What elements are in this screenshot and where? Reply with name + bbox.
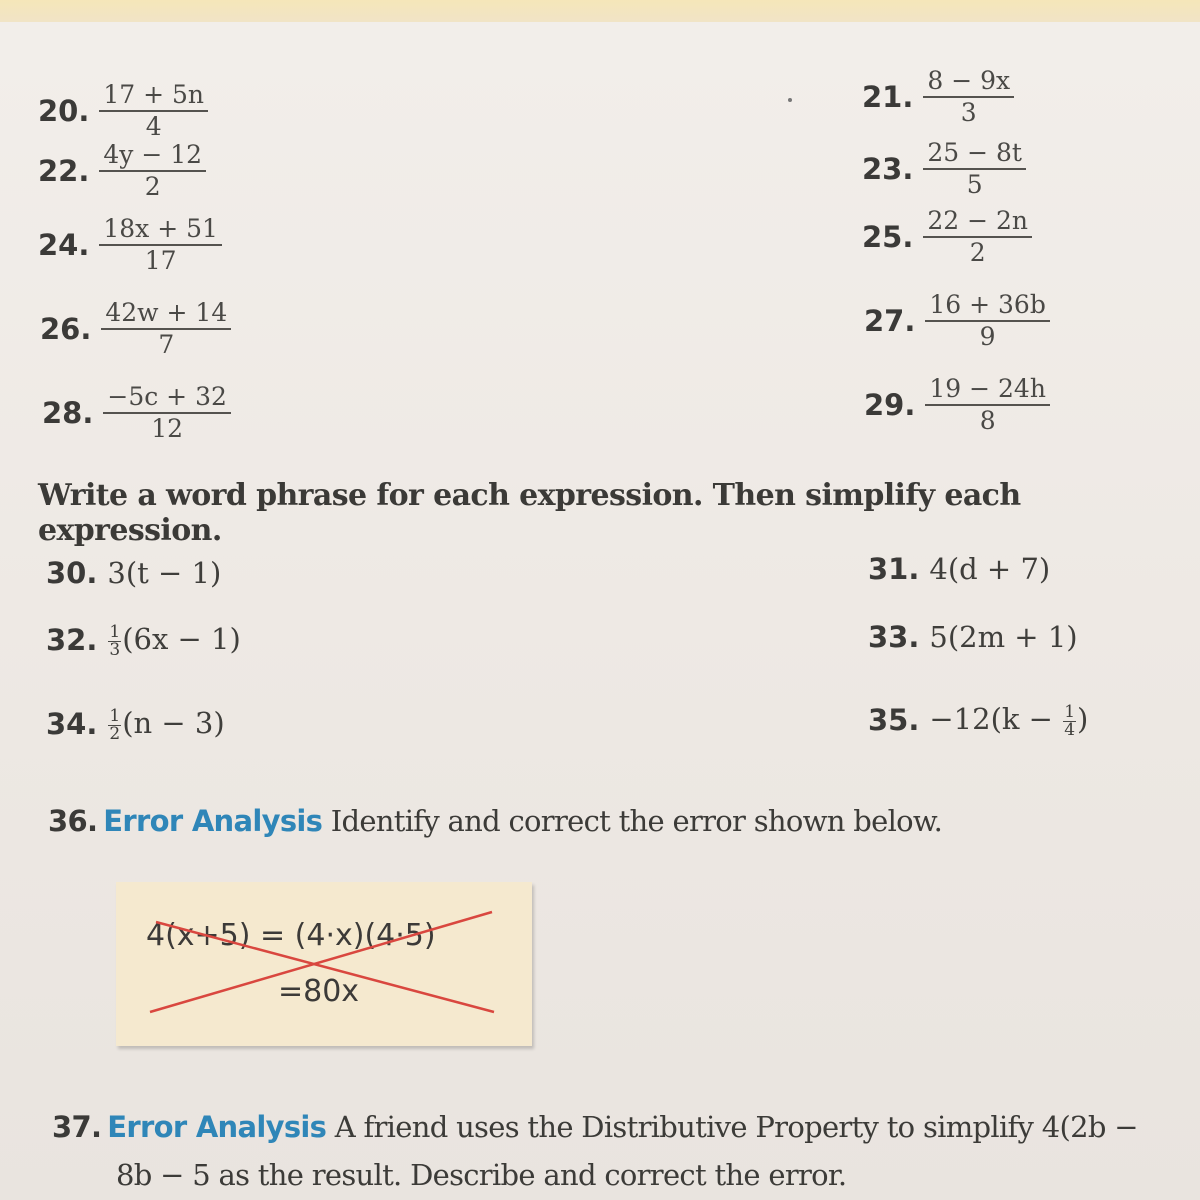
exercise-number: 24.	[38, 228, 90, 263]
exercise-27	[864, 292, 1050, 351]
question-36	[48, 804, 942, 838]
coefficient-numerator: 1	[109, 705, 121, 726]
fraction	[103, 384, 231, 443]
exercise-number: 31.	[868, 552, 920, 586]
expression-rest: (6x − 1)	[122, 622, 241, 656]
exercise-number: 29.	[864, 388, 916, 423]
numerator: 17 + 5n	[99, 82, 208, 112]
denominator: 2	[969, 238, 986, 268]
coefficient-fraction	[108, 621, 121, 660]
exercise-number: 37.	[52, 1110, 102, 1144]
exercise-24	[38, 216, 222, 275]
numerator: 16 + 36b	[925, 292, 1049, 322]
exercise-number: 26.	[40, 312, 92, 347]
expression-pre: −12(k −	[929, 702, 1063, 736]
exercise-number: 32.	[46, 623, 98, 658]
denominator: 9	[979, 322, 996, 352]
denominator: 5	[966, 170, 983, 200]
expression: 4(d + 7)	[929, 552, 1051, 586]
top-color-band	[0, 0, 1200, 22]
numerator: 19 − 24h	[925, 376, 1050, 406]
fraction	[99, 82, 208, 141]
error-analysis-label: Error Analysis	[107, 1110, 327, 1144]
fraction	[925, 292, 1049, 351]
exercise-32	[46, 622, 241, 659]
exercise-number: 30.	[46, 556, 98, 590]
exercise-30	[46, 556, 221, 590]
fraction	[99, 216, 222, 275]
coefficient-denominator: 2	[109, 723, 121, 744]
expression-post: )	[1077, 702, 1089, 736]
numerator: 18x + 51	[99, 216, 222, 246]
coefficient-numerator: 1	[109, 621, 121, 642]
denominator: 8	[979, 406, 996, 436]
exercise-number: 36.	[48, 804, 98, 838]
inner-fraction	[1063, 701, 1076, 740]
denominator: 7	[158, 330, 175, 360]
work-line-2: =80x	[278, 974, 360, 1009]
error-analysis-label: Error Analysis	[103, 804, 323, 838]
exercise-20	[38, 82, 208, 141]
numerator: 42w + 14	[101, 300, 231, 330]
exercise-number: 27.	[864, 304, 916, 339]
exercise-35	[868, 702, 1088, 739]
numerator: 22 − 2n	[923, 208, 1032, 238]
exercise-22	[38, 142, 206, 201]
exercise-21	[862, 68, 1014, 127]
numerator: 4y − 12	[99, 142, 206, 172]
inner-denominator: 4	[1064, 719, 1076, 740]
denominator: 4	[145, 112, 162, 142]
coefficient-fraction	[108, 705, 121, 744]
exercise-number: 35.	[868, 703, 920, 738]
exercise-29	[864, 376, 1050, 435]
exercise-31	[868, 552, 1050, 586]
question-37-continued: 8b − 5 as the result. Describe and correct the error.	[116, 1158, 847, 1192]
denominator: 3	[960, 98, 977, 128]
fraction	[101, 300, 231, 359]
exercise-number: 25.	[862, 220, 914, 255]
fraction	[925, 376, 1050, 435]
exercise-number: 33.	[868, 620, 920, 654]
exercise-28	[42, 384, 231, 443]
exercise-number: 23.	[862, 152, 914, 187]
strike-line	[156, 922, 494, 1012]
numerator: 8 − 9x	[923, 68, 1014, 98]
exercise-26	[40, 300, 231, 359]
question-text: A friend uses the Distributive Property to simplify 4(2b −	[334, 1110, 1138, 1144]
coefficient-denominator: 3	[109, 639, 121, 660]
denominator: 2	[144, 172, 161, 202]
exercise-33	[868, 620, 1078, 654]
exercise-number: 21.	[862, 80, 914, 115]
fraction	[923, 140, 1026, 199]
strike-through-x	[116, 882, 532, 1046]
fraction	[99, 142, 206, 201]
inner-numerator: 1	[1064, 701, 1076, 722]
error-work-card	[116, 882, 532, 1046]
exercise-number: 20.	[38, 94, 90, 129]
exercise-23	[862, 140, 1026, 199]
question-37	[52, 1110, 1138, 1144]
exercise-number: 34.	[46, 707, 98, 742]
fraction	[923, 68, 1014, 127]
question-text: Identify and correct the error shown below.	[330, 804, 943, 838]
exercise-number: 22.	[38, 154, 90, 189]
expression-rest: (n − 3)	[122, 706, 225, 740]
exercise-34	[46, 706, 225, 743]
expression	[929, 702, 1088, 739]
page-speck	[788, 98, 792, 102]
section-instructions: Write a word phrase for each expression. Then simplify each expression.	[38, 478, 1021, 548]
numerator: 25 − 8t	[923, 140, 1026, 170]
exercise-number: 28.	[42, 396, 94, 431]
denominator: 12	[151, 414, 184, 444]
expression	[107, 622, 240, 659]
numerator: −5c + 32	[103, 384, 231, 414]
expression	[107, 706, 224, 743]
expression: 5(2m + 1)	[929, 620, 1078, 654]
denominator: 17	[144, 246, 177, 276]
fraction	[923, 208, 1032, 267]
work-line-1: 4(x+5) = (4·x)(4·5)	[146, 918, 436, 953]
exercise-25	[862, 208, 1032, 267]
expression: 3(t − 1)	[107, 556, 222, 590]
